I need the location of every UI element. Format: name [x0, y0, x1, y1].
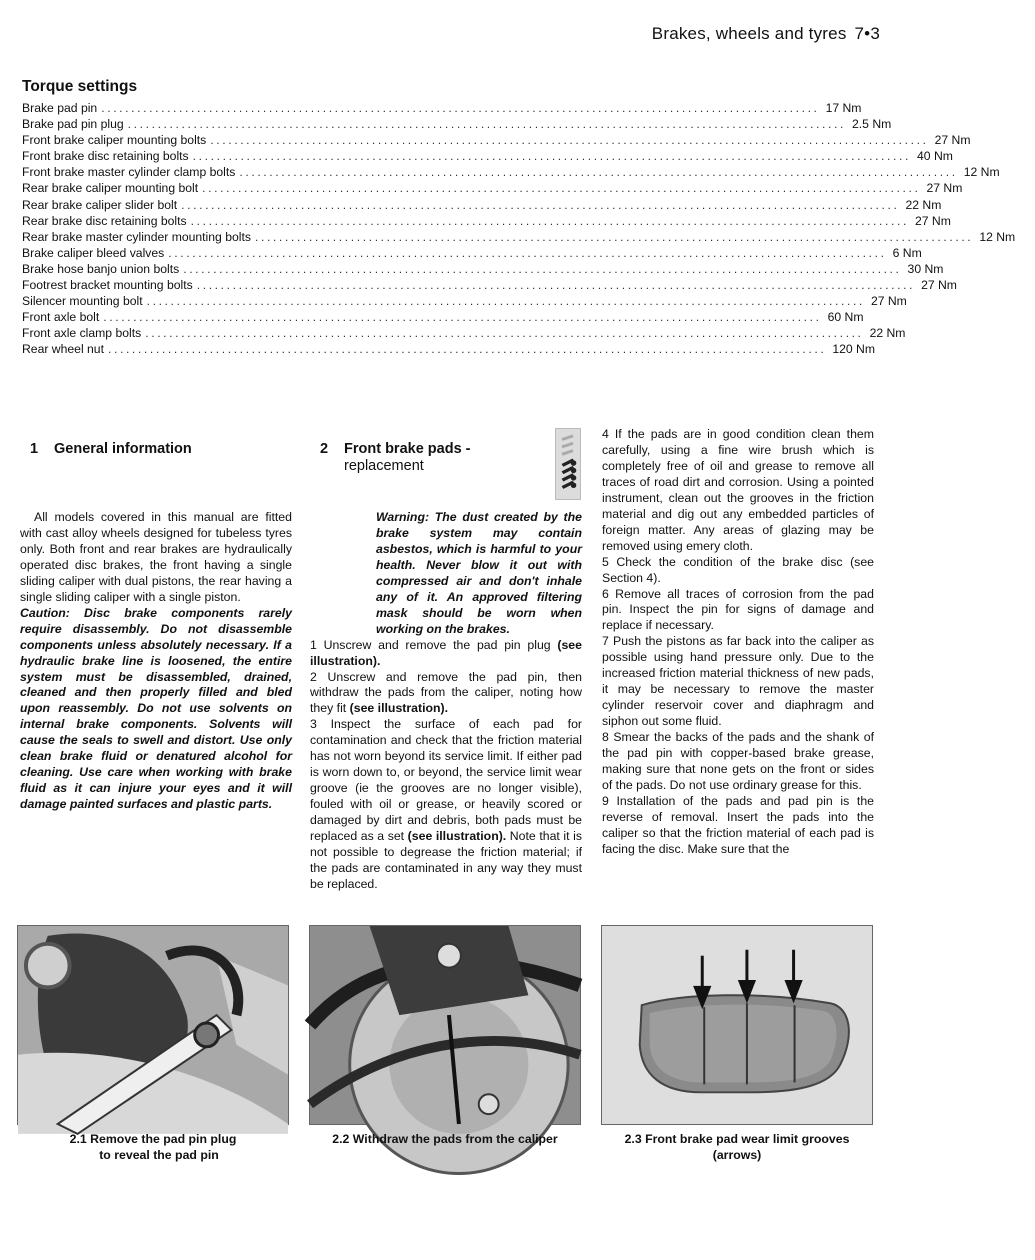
torque-item-name: Front brake master cylinder clamp bolts — [22, 165, 236, 180]
torque-item-value: 60 Nm — [827, 310, 864, 325]
figure-2-1-caption-line-1: 2.1 Remove the pad pin plug — [69, 1132, 237, 1146]
section-1-caution: Caution: Disc brake components rarely require disassembly. Do not disassemble components unless absolutely necessary. If a hydraulic brake line is loosened, the entire system must be disassembled, drained, cleaned and then properly filled and bled upon reassembly. Do not use solvents on internal brake components. Solvents will cause the seals to swell and distort. Use only clean brake fluid or denatured alcohol for cleaning. Use care when working with brake fluid as it can injure your eyes and it will damage painted surfaces and plastic parts. — [20, 605, 292, 812]
torque-row — [22, 325, 906, 341]
figure-2-2-caption — [309, 1131, 581, 1147]
torque-item-value: 6 Nm — [892, 245, 922, 260]
leader-dots: ........................................................................................................................ — [196, 278, 916, 293]
step-3-text: 3 Inspect the surface of each pad for contamination and check that the friction material has not worn beyond its service limit. If either pad is worn down to, or beyond, the service limit wear groove (ie the grooves are no longer visible), fouled with oil or grease, or heavily scored or damaged by dirt and debris, both pads must be replaced as a set — [310, 717, 582, 844]
section-2-number: 2 — [320, 441, 329, 457]
torque-row — [22, 116, 892, 132]
figure-2-2-photo — [309, 925, 581, 1125]
torque-item-value: 17 Nm — [825, 101, 862, 115]
step-4: 4 If the pads are in good condition clean them carefully, using a fine wire brush which is completely free of oil and grease to remove all traces of road dirt and corrosion. Using a pointed instrument, clean out the grooves in the friction material and dig out any embedded particles of foreign matter. Any areas of glazing may be removed using emery cloth. — [602, 427, 874, 553]
torque-item-name: Front brake caliper mounting bolts — [22, 133, 207, 148]
torque-item-value: 12 Nm — [979, 229, 1016, 244]
torque-item-value: 22 Nm — [905, 197, 942, 212]
step-8: 8 Smear the backs of the pads and the shank of the pad pin with copper-based brake grease, making sure that none gets on the front or sides of the pads. Do not use ordinary grease for this. — [602, 730, 874, 792]
torque-item-name: Brake pad pin plug — [22, 117, 124, 132]
section-2-warning: Warning: The dust created by the brake system may contain asbestos, which is harmful to your health. Never blow it out with compressed air and don't inhale any of it. An approved filtering mask should be worn when working on the brakes. — [376, 510, 582, 636]
step-1-ref: (see illustration). — [310, 637, 582, 668]
leader-dots: ........................................................................................................................ — [202, 181, 921, 196]
torque-item-value: 40 Nm — [917, 149, 953, 164]
torque-item-value: 27 Nm — [870, 294, 907, 309]
torque-item-value: 27 Nm — [934, 133, 971, 148]
section-2-subtitle: replacement — [344, 458, 424, 474]
leader-dots: ........................................................................................................................ — [103, 310, 822, 325]
leader-dots: ........................................................................................................................ — [101, 101, 820, 115]
torque-item-name: Brake caliper bleed valves — [22, 245, 165, 260]
figure-2-3-caption-line-1: 2.3 Front brake pad wear limit grooves — [624, 1132, 850, 1146]
torque-row — [22, 293, 907, 309]
torque-row — [22, 245, 922, 261]
torque-row — [22, 213, 951, 229]
figure-2-3-caption — [601, 1131, 873, 1163]
step-6: 6 Remove all traces of corrosion from the pad pin. Inspect the pin for signs of damage and replace if necessary. — [602, 586, 874, 633]
leader-dots: ........................................................................................................................ — [239, 165, 958, 180]
step-3-tail: Note that it is not possible to degrease the friction material; if the pads are contaminated in any way they must be replaced. — [310, 829, 583, 891]
leader-dots: ........................................................................................................................ — [210, 133, 929, 148]
figure-2-3-photo — [601, 925, 873, 1125]
torque-item-name: Footrest bracket mounting bolts — [22, 278, 193, 293]
torque-row — [22, 164, 1000, 180]
section-1-number: 1 — [30, 441, 39, 457]
torque-rows — [22, 100, 1016, 358]
page-header — [652, 24, 880, 44]
torque-item-name: Front brake disc retaining bolts — [22, 149, 189, 164]
step-9: 9 Installation of the pads and pad pin is the reverse of removal. Insert the pads into the caliper so that the friction material of each pad is facing the disc. Make sure that the — [602, 793, 874, 856]
torque-row — [22, 100, 862, 116]
torque-item-value: 120 Nm — [832, 342, 876, 357]
leader-dots: ........................................................................................................................ — [145, 326, 864, 341]
torque-item-name: Rear brake master cylinder mounting bolts — [22, 229, 251, 244]
step-1-text: 1 Unscrew and remove the pad pin plug — [310, 637, 551, 652]
torque-settings-table — [22, 78, 1016, 358]
torque-item-value: 2.5 Nm — [851, 117, 892, 132]
torque-item-name: Rear wheel nut — [22, 342, 104, 357]
leader-dots: ........................................................................................................................ — [107, 342, 827, 357]
section-2-heading — [320, 441, 471, 475]
torque-row — [22, 277, 957, 293]
step-2-ref: (see illustration). — [349, 701, 449, 716]
column-2 — [310, 510, 582, 893]
leader-dots: ........................................................................................................................ — [192, 149, 911, 164]
figure-2-3-caption-line-2: (arrows) — [712, 1148, 762, 1162]
leader-dots: ........................................................................................................................ — [168, 245, 887, 260]
torque-item-name: Brake pad pin — [22, 101, 98, 115]
torque-item-name: Brake hose banjo union bolts — [22, 261, 180, 276]
torque-row — [22, 229, 1016, 245]
torque-item-value: 27 Nm — [926, 181, 963, 196]
torque-row — [22, 309, 864, 325]
torque-row — [22, 180, 963, 196]
torque-item-value: 27 Nm — [921, 278, 957, 293]
torque-row — [22, 197, 942, 213]
torque-row — [22, 132, 971, 148]
torque-item-name: Front axle clamp bolts — [22, 326, 142, 341]
leader-dots: ........................................................................................................................ — [190, 213, 909, 228]
torque-item-value: 27 Nm — [914, 213, 951, 228]
step-5: 5 Check the condition of the brake disc (see Section 4). — [602, 554, 874, 585]
column-3 — [602, 427, 874, 858]
torque-row — [22, 341, 876, 357]
torque-item-name: Front axle bolt — [22, 310, 100, 325]
step-3 — [310, 717, 582, 892]
section-1-heading — [30, 441, 192, 457]
torque-item-name: Rear brake caliper mounting bolt — [22, 181, 199, 196]
spanner-rating-icon — [555, 428, 581, 500]
leader-dots: ........................................................................................................................ — [181, 197, 900, 212]
figure-2-2-caption-line-1: 2.2 Withdraw the pads from the caliper — [332, 1132, 558, 1146]
figure-2-1-caption-line-2: to reveal the pad pin — [99, 1148, 219, 1162]
header-title: Brakes, wheels and tyres — [651, 24, 847, 43]
torque-item-value: 12 Nm — [963, 165, 1000, 180]
column-1 — [20, 510, 292, 813]
step-1 — [310, 638, 582, 670]
torque-row — [22, 148, 953, 164]
torque-item-value: 22 Nm — [869, 326, 906, 341]
leader-dots: ........................................................................................................................ — [127, 117, 846, 132]
page-number: 7•3 — [854, 24, 880, 43]
figure-2-1-photo — [17, 925, 289, 1125]
section-2-title: Front brake pads - — [344, 441, 471, 457]
torque-item-name: Rear brake disc retaining bolts — [22, 213, 187, 228]
leader-dots: ........................................................................................................................ — [146, 294, 865, 309]
torque-row — [22, 261, 944, 277]
figure-2-1-caption — [17, 1131, 289, 1163]
step-7: 7 Push the pistons as far back into the caliper as possible using hand pressure only. Due to the increased friction material thickness of new pads, it may be necessary to remove the master cylinder reservoir cover and diaphragm and siphon out some fluid. — [602, 634, 874, 729]
step-2 — [310, 670, 582, 718]
leader-dots: ........................................................................................................................ — [183, 261, 902, 276]
section-1-title: General information — [54, 441, 192, 457]
torque-item-name: Silencer mounting bolt — [22, 294, 143, 309]
torque-settings-title: Torque settings — [22, 78, 138, 95]
torque-item-value: 30 Nm — [907, 261, 944, 276]
torque-item-name: Rear brake caliper slider bolt — [22, 197, 178, 212]
leader-dots: ........................................................................................................................ — [254, 229, 974, 244]
step-2-text: 2 Unscrew and remove the pad pin, then withdraw the pads from the caliper, noting how they fit — [310, 669, 582, 716]
step-3-ref: (see illustration). — [407, 829, 507, 844]
section-1-body: All models covered in this manual are fitted with cast alloy wheels designed for tubeless tyres only. Both front and rear brakes are hydraulically operated disc brakes, the front having a single sliding caliper with dual pistons, the rear having a single sliding caliper with a single piston. — [20, 510, 292, 604]
spanner-icon — [556, 429, 580, 499]
